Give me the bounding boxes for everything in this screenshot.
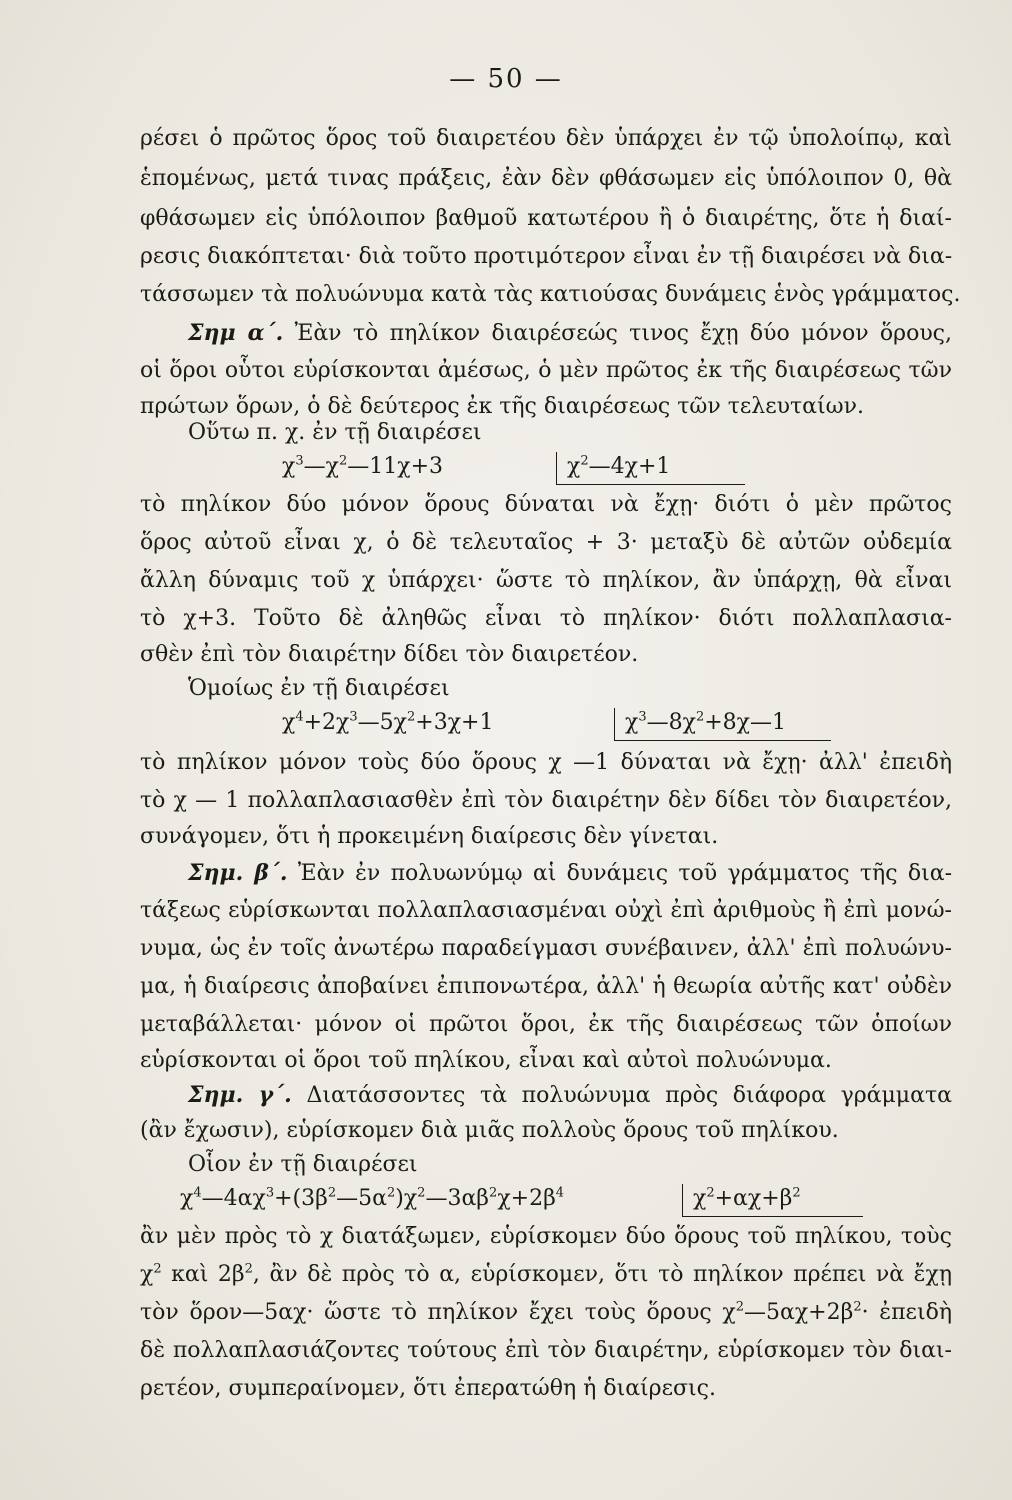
text-line: τὸν ὅρον—5αχ· ὥστε τὸ πηλίκον ἔχει τοὺς ὅρους $\chi^2—5\alpha\chi+2\beta^2\cdot$ ἐπειδὴ xyxy=(140,1299,953,1325)
text-line: τὸ πηλίκον δύο μόνον ὅρους δύναται νὰ ἔχῃ· διότι ὁ μὲν πρῶτος xyxy=(140,492,952,517)
text-line: συνάγομεν, ὅτι ἡ προκειμένη διαίρεσις δὲν γίνεται. xyxy=(140,824,719,849)
text-line: Οἷον ἐν τῇ διαιρέσει xyxy=(188,1152,418,1177)
text-line: μα, ἡ διαίρεσις ἀποβαίνει ἐπιπονωτέρα, ἀλλ' ἡ θεωρία αὐτῆς κατ' οὐδὲν xyxy=(140,974,952,999)
note-a-first-line xyxy=(188,318,952,349)
text-line: ρέσει ὁ πρῶτος ὅρος τοῦ διαιρετέου δὲν ὑπάρχει ἐν τῷ ὑπολοίπῳ, καὶ xyxy=(140,126,952,151)
text-line: ὅρος αὐτοῦ εἶναι χ, ὁ δὲ τελευταῖος + 3· μεταξὺ δὲ αὐτῶν οὐδεμία xyxy=(140,530,952,555)
text-line: νυμα, ὡς ἐν τοῖς ἀνωτέρω παραδείγμασι συνέβαινεν, ἀλλ' ἐπὶ πολυώνυ- xyxy=(140,936,952,961)
text-line: φθάσωμεν εἰς ὑπόλοιπον βαθμοῦ κατωτέρου ἢ ὁ διαιρέτης, ὅτε ἡ διαί- xyxy=(140,206,952,231)
divisor-expression-3: $\chi^2+\alpha\chi+\beta^2$ xyxy=(682,1184,863,1217)
page-number: — 50 — xyxy=(449,64,563,94)
text-line: $\chi^2$ καὶ $2\beta^2$, ἂν δὲ πρὸς τὸ α, εὑρίσκομεν, ὅτι τὸ πηλίκον πρέπει νὰ ἔχῃ xyxy=(140,1261,953,1287)
text-line: οἱ ὅροι οὗτοι εὑρίσκονται ἀμέσως, ὁ μὲν πρῶτος ἐκ τῆς διαιρέσεως τῶν xyxy=(140,358,952,383)
text-line: Διατάσσοντες τὰ πολυώνυμα πρὸς διάφορα γράμματα xyxy=(306,1083,952,1108)
text-line: ρετέον, συμπεραίνομεν, ὅτι ἐπερατώθη ἡ διαίρεσις. xyxy=(140,1376,716,1401)
note-b-first-line xyxy=(188,858,952,889)
text-line: εὑρίσκονται οἱ ὅροι τοῦ πηλίκου, εἶναι καὶ αὐτοὶ πολυώνυμα. xyxy=(140,1048,832,1073)
text-line: Ἐὰν τὸ πηλίκον διαιρέσεώς τινος ἔχῃ δύο μόνον ὅρους, xyxy=(294,321,953,346)
note-c-first-line xyxy=(188,1080,952,1111)
note-b-label: Σημ. β΄. xyxy=(188,860,288,886)
note-c-label: Σημ. γ΄. xyxy=(188,1082,292,1108)
text-line: ἑπομένως, μετά τινας πράξεις, ἐὰν δὲν φθάσωμεν εἰς ὑπόλοιπον 0, θὰ xyxy=(140,166,952,191)
text-line: ἄλλη δύναμις τοῦ χ ὑπάρχει· ὥστε τὸ πηλίκον, ἂν ὑπάρχῃ, θὰ εἶναι xyxy=(140,568,952,593)
divisor-expression: $\chi^2—4\chi+1$ xyxy=(556,452,745,485)
dividend-expression-2: $\chi^4+2\chi^3—5\chi^2+3\chi+1$ xyxy=(282,709,494,735)
text-line: σθὲν ἐπὶ τὸν διαιρέτην δίδει τὸν διαιρετέον. xyxy=(140,642,639,667)
text-line: ἂν μὲν πρὸς τὸ χ διατάξωμεν, εὑρίσκομεν δύο ὅρους τοῦ πηλίκου, τοὺς xyxy=(140,1224,952,1249)
text-line: ρεσις διακόπτεται· διὰ τοῦτο προτιμότερον εἶναι ἐν τῇ διαιρέσει νὰ δια- xyxy=(140,244,953,269)
text-line: Ὁμοίως ἐν τῇ διαιρέσει xyxy=(188,676,450,701)
dividend-expression-3: $\chi^4—4\alpha\chi^3+(3\beta^2—5\alpha^2)\chi^2—3\alpha\beta^2\chi+2\beta^4$ xyxy=(180,1185,565,1211)
text-line: τὸ πηλίκον μόνον τοὺς δύο ὅρους χ —1 δύναται νὰ ἔχῃ· ἀλλ' ἐπειδὴ xyxy=(140,750,952,775)
text-line: τὸ χ — 1 πολλαπλασιασθὲν ἐπὶ τὸν διαιρέτην δὲν δίδει τὸν διαιρετέον, xyxy=(140,788,952,813)
text-line: Οὕτω π. χ. ἐν τῇ διαιρέσει xyxy=(188,420,482,445)
text-line: Ἐὰν ἐν πολυωνύμῳ αἱ δυνάμεις τοῦ γράμματος τῆς δια- xyxy=(297,861,953,886)
text-line: δὲ πολλαπλασιάζοντες τούτους ἐπὶ τὸν διαιρέτην, εὑρίσκομεν τὸν διαι- xyxy=(140,1338,952,1363)
divisor-expression-2: $\chi^3—8\chi^2+8\chi—1$ xyxy=(614,708,831,741)
text-line: μεταβάλλεται· μόνον οἱ πρῶτοι ὅροι, ἐκ τῆς διαιρέσεως τῶν ὁποίων xyxy=(140,1012,952,1037)
text-line: πρώτων ὅρων, ὁ δὲ δεύτερος ἐκ τῆς διαιρέσεως τῶν τελευταίων. xyxy=(140,394,864,419)
note-a-label: Σημ α΄. xyxy=(188,320,284,346)
text-line: (ἂν ἔχωσιν), εὑρίσκομεν διὰ μιᾶς πολλοὺς ὅρους τοῦ πηλίκου. xyxy=(140,1118,839,1143)
text-line: τάξεως εὑρίσκωνται πολλαπλασιασμέναι οὐχὶ ἐπὶ ἀριθμοὺς ἢ ἐπὶ μονώ- xyxy=(140,898,952,923)
text-line: τάσσωμεν τὰ πολυώνυμα κατὰ τὰς κατιούσας δυνάμεις ἑνὸς γράμματος. xyxy=(140,282,961,307)
dividend-expression: $\chi^3—\chi^2—11\chi+3$ xyxy=(282,453,444,479)
text-line: τὸ χ+3. Τοῦτο δὲ ἀληθῶς εἶναι τὸ πηλίκον· διότι πολλαπλασια- xyxy=(140,606,952,631)
